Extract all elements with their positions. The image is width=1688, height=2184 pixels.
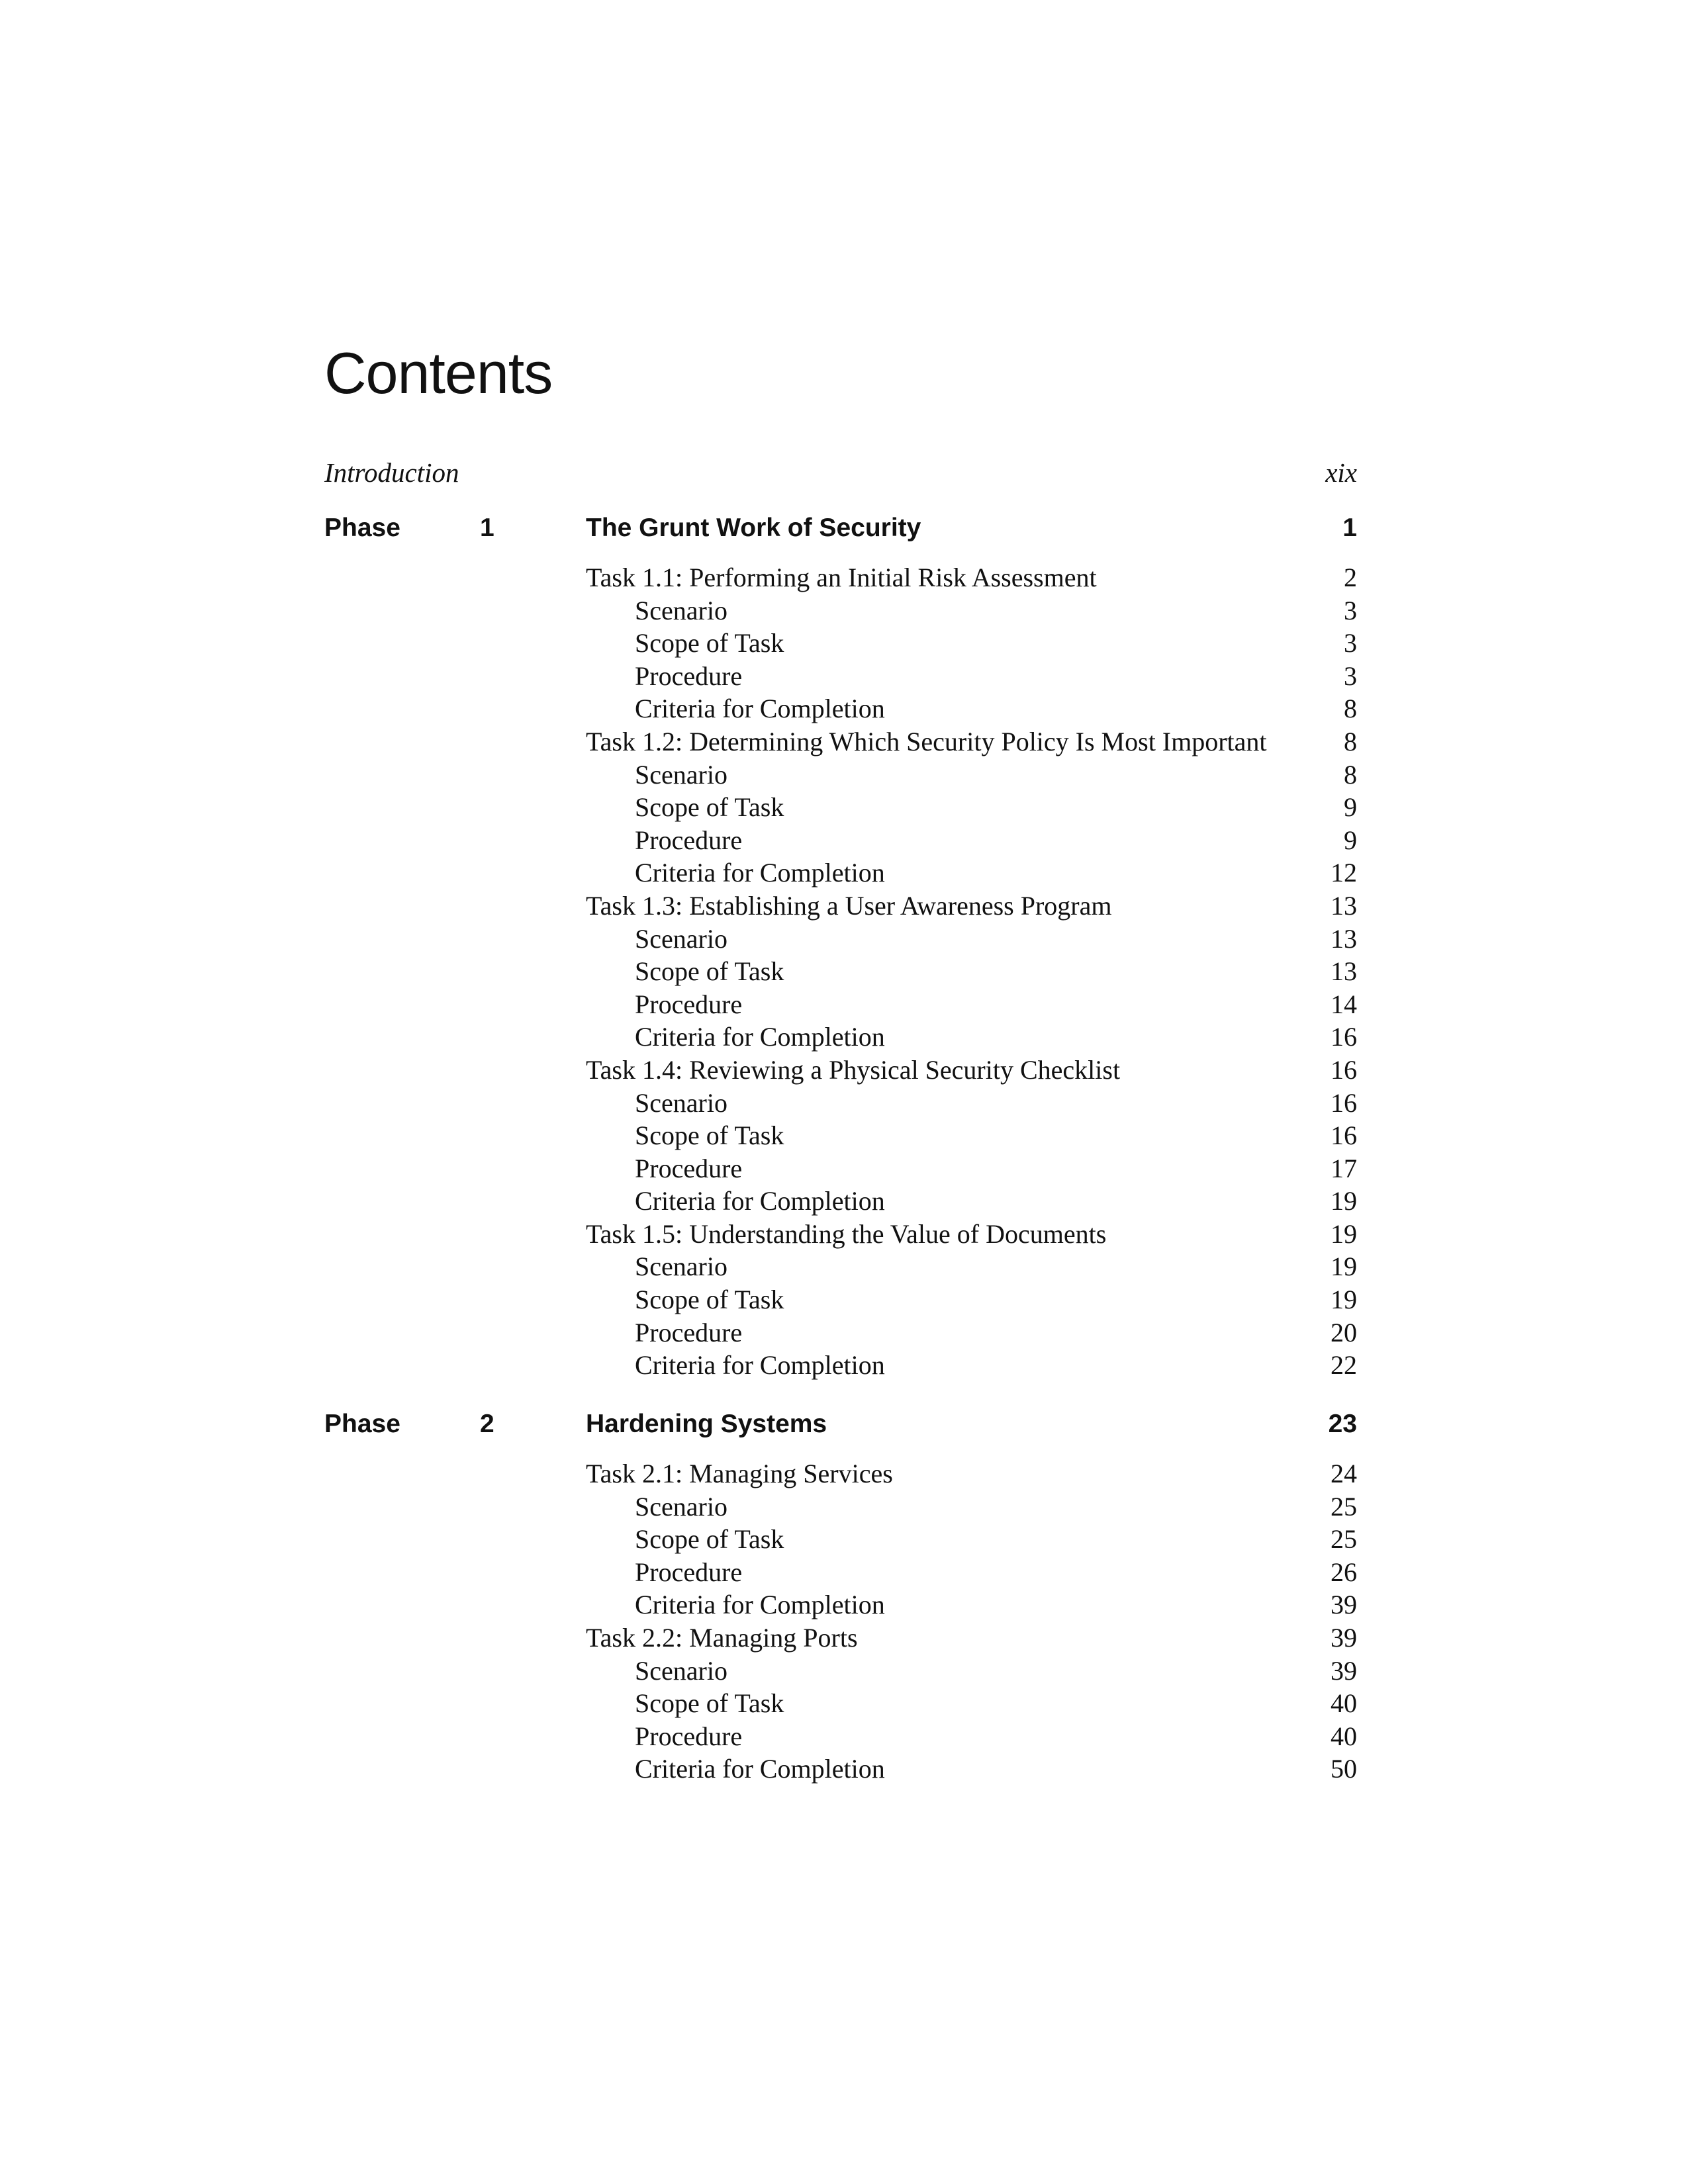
toc-entry-page: 12 [1331,858,1357,888]
toc-entry-page: 16 [1331,1087,1357,1118]
toc-entry-page: 22 [1331,1350,1357,1381]
toc-subentry[interactable] [586,1588,1357,1621]
phase-section-1 [324,514,1357,1382]
toc-entry-label: Scope of Task [635,628,784,659]
toc-entry-page: 16 [1331,1054,1357,1085]
toc-entry-page: 19 [1331,1186,1357,1216]
toc-entry-label: Scope of Task [635,1285,784,1315]
phase-page: 1 [1342,514,1357,542]
toc-subentry[interactable] [586,1087,1357,1120]
toc-entry-page: 3 [1344,660,1357,691]
toc-entry-page: 13 [1331,956,1357,987]
toc-task-entry[interactable] [586,1218,1357,1251]
toc-entry-label: Scope of Task [635,1688,784,1719]
toc-entry-page: 16 [1331,1022,1357,1052]
toc-subentry[interactable] [586,824,1357,857]
toc-subentry[interactable] [586,1119,1357,1152]
toc-entry-label: Scope of Task [635,792,784,823]
phase-label: Phase [324,1410,400,1438]
toc-subentry[interactable] [586,923,1357,956]
toc-subentry[interactable] [586,660,1357,693]
toc-task-entry[interactable] [586,1054,1357,1087]
toc-subentry[interactable] [586,627,1357,660]
toc-entry-page: 39 [1331,1655,1357,1686]
toc-subentry[interactable] [586,1687,1357,1720]
toc-entry-page: 8 [1344,759,1357,790]
toc-entry-page: 25 [1331,1524,1357,1555]
toc-entry-label: Scope of Task [635,1120,784,1151]
toc-task-entry[interactable] [586,889,1357,923]
toc-entry-page: 17 [1331,1153,1357,1183]
toc-entry-label: Scenario [635,595,727,625]
toc-entry-label: Task 1.1: Performing an Initial Risk Assessment [586,563,1097,592]
toc-entry-label: Procedure [635,1317,743,1347]
toc-entry-label: Scenario [635,923,727,954]
toc-subentry[interactable] [586,1720,1357,1753]
toc-entry-page: 13 [1331,890,1357,921]
toc-entry-label: Scope of Task [635,956,784,987]
toc-subentry[interactable] [586,1490,1357,1524]
toc-entry-label: Task 1.3: Establishing a User Awareness Program [586,890,1112,921]
toc-subentry[interactable] [586,1523,1357,1556]
toc-entry-page: 13 [1331,923,1357,954]
toc-entry-label: Procedure [635,1721,743,1751]
toc-entry-label: Scenario [635,1655,727,1686]
toc-entry-page: 8 [1344,726,1357,756]
toc-entry-label: Procedure [635,1153,743,1183]
phase-title: Hardening Systems [586,1410,827,1438]
toc-entry-page: 3 [1344,628,1357,659]
toc-entry-page: 2 [1344,563,1357,592]
toc-subentry[interactable] [586,758,1357,792]
toc-entry-label: Task 2.1: Managing Services [586,1459,893,1488]
toc-entry-label: Task 1.2: Determining Which Security Policy Is Most Important [586,726,1267,756]
toc-entry-label: Procedure [635,989,743,1019]
toc-entry-page: 16 [1331,1120,1357,1151]
toc-entry-label: Procedure [635,660,743,691]
toc-entry-introduction[interactable] [324,457,1357,496]
toc-entry-label: Criteria for Completion [635,1590,885,1620]
phase-header[interactable] [324,1410,1357,1457]
toc-entry-page: 3 [1344,595,1357,625]
toc-entry-page: 19 [1331,1251,1357,1282]
phase-number: 1 [480,514,494,542]
toc-task-entry[interactable] [586,1457,1357,1490]
toc-entry-label: Criteria for Completion [635,858,885,888]
toc-entry-page: 40 [1331,1721,1357,1751]
toc-entry-page: xix [1325,457,1357,488]
toc-subentry[interactable] [586,955,1357,988]
toc-subentry[interactable] [586,988,1357,1021]
toc-subentry[interactable] [586,1250,1357,1283]
toc-entry-label: Criteria for Completion [635,1350,885,1381]
toc-entry-label: Criteria for Completion [635,694,885,724]
toc-entry-label: Procedure [635,1557,743,1587]
toc-entry-label: Scenario [635,1251,727,1282]
toc-subentry[interactable] [586,1556,1357,1589]
toc-task-entry[interactable] [586,1621,1357,1655]
toc-task-entry[interactable] [586,725,1357,758]
toc-entry-page: 40 [1331,1688,1357,1719]
toc-entry-label: Procedure [635,825,743,855]
toc-entry-list [586,1457,1357,1786]
phase-title: The Grunt Work of Security [586,514,921,542]
toc-entry-page: 19 [1331,1218,1357,1249]
toc-entry-page: 24 [1331,1459,1357,1488]
toc-subentry[interactable] [586,692,1357,725]
toc-task-entry[interactable] [586,561,1357,594]
phase-page: 23 [1328,1410,1357,1438]
phase-header[interactable] [324,514,1357,561]
toc-entry-page: 9 [1344,825,1357,855]
toc-entry-label: Criteria for Completion [635,1754,885,1784]
toc-entry-page: 39 [1331,1622,1357,1653]
toc-entry-label: Task 1.5: Understanding the Value of Documents [586,1218,1107,1249]
toc-entry-label: Scope of Task [635,1524,784,1555]
toc-entry-page: 26 [1331,1557,1357,1587]
toc-subentry[interactable] [586,856,1357,889]
toc-entry-page: 14 [1331,989,1357,1019]
toc-entry-page: 20 [1331,1317,1357,1347]
toc-entry-page: 9 [1344,792,1357,823]
phase-label: Phase [324,514,400,542]
toc-subentry[interactable] [586,1349,1357,1382]
toc-subentry[interactable] [586,1185,1357,1218]
toc-entry-label: Scenario [635,759,727,790]
toc-entry-label: Scenario [635,1087,727,1118]
toc-subentry[interactable] [586,1152,1357,1185]
toc-entry-label: Task 2.2: Managing Ports [586,1622,858,1653]
toc-entry-label: Scenario [635,1491,727,1522]
toc-entry-page: 50 [1331,1754,1357,1784]
toc-entry-label: Task 1.4: Reviewing a Physical Security Checklist [586,1054,1121,1085]
toc-subentry[interactable] [586,1655,1357,1688]
toc-entry-page: 19 [1331,1285,1357,1315]
toc-subentry[interactable] [586,594,1357,627]
phase-section-2 [324,1410,1357,1786]
toc-entry-list [586,561,1357,1382]
toc-subentry[interactable] [586,1283,1357,1316]
page-title: Contents [324,340,553,406]
toc-entry-label: Criteria for Completion [635,1022,885,1052]
toc-entry-page: 8 [1344,694,1357,724]
toc-entry-label: Introduction [324,457,459,488]
toc-entry-page: 39 [1331,1590,1357,1620]
phase-number: 2 [480,1410,494,1438]
toc-entry-page: 25 [1331,1491,1357,1522]
toc-subentry[interactable] [586,1752,1357,1786]
toc-subentry[interactable] [586,791,1357,824]
toc-subentry[interactable] [586,1316,1357,1349]
toc-entry-label: Criteria for Completion [635,1186,885,1216]
toc-subentry[interactable] [586,1021,1357,1054]
